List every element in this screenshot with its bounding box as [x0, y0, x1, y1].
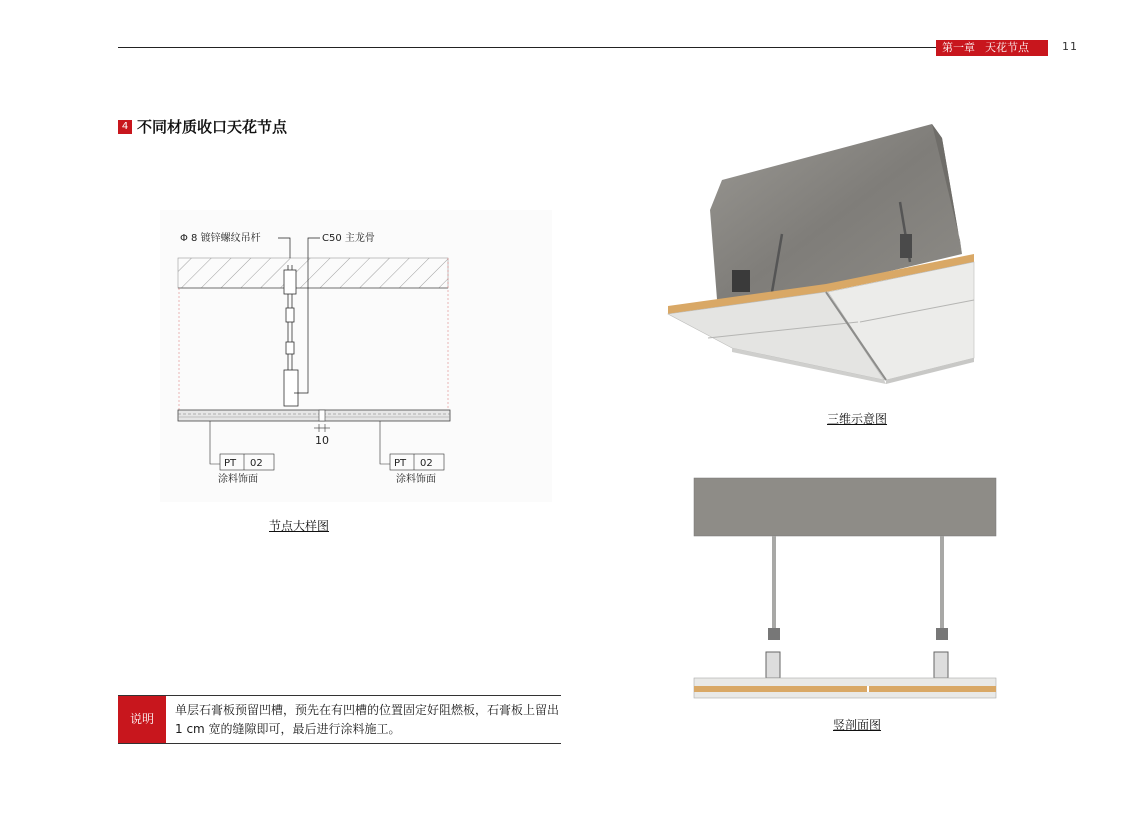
note-text: 单层石膏板预留凹槽，预先在有凹槽的位置固定好阻燃板，石膏板上留出 1 cm 宽的缝隙即可，最后进行涂料施工。 [175, 703, 560, 736]
code-left-prefix: PT [224, 458, 237, 469]
keel-label: C50 主龙骨 [322, 233, 375, 244]
slab-hatch [178, 258, 448, 288]
detail-drawing [160, 210, 552, 502]
section-view-image [692, 476, 998, 702]
section-caption: 竖剖面图 [833, 718, 882, 732]
finish-left: 涂料饰面 [218, 474, 258, 485]
concrete-slab-section [694, 478, 996, 536]
rod-label: Φ 8 镀锌螺纹吊杆 [180, 233, 261, 244]
detail-caption: 节点大样图 [269, 519, 330, 533]
iso-caption: 三维示意图 [827, 412, 888, 426]
section-title: 不同材质收口天花节点 [137, 118, 288, 136]
section-number: 4 [118, 120, 132, 134]
iso-view-image [662, 122, 980, 410]
ceiling-board [178, 410, 450, 421]
gap-dimension: 10 [315, 434, 329, 447]
section-rods [766, 536, 948, 678]
code-right-number: 02 [420, 458, 433, 469]
note-label: 说明 [118, 696, 166, 743]
chapter-title: 天花节点 [985, 41, 1029, 54]
note-box [118, 695, 561, 744]
code-right-prefix: PT [394, 458, 407, 469]
header-rule [118, 47, 936, 48]
page-number: 11 [1062, 40, 1078, 53]
finish-right: 涂料饰面 [396, 474, 436, 485]
chapter-tag [936, 40, 1048, 56]
chapter-number: 第一章 [942, 41, 975, 54]
code-left-number: 02 [250, 458, 263, 469]
